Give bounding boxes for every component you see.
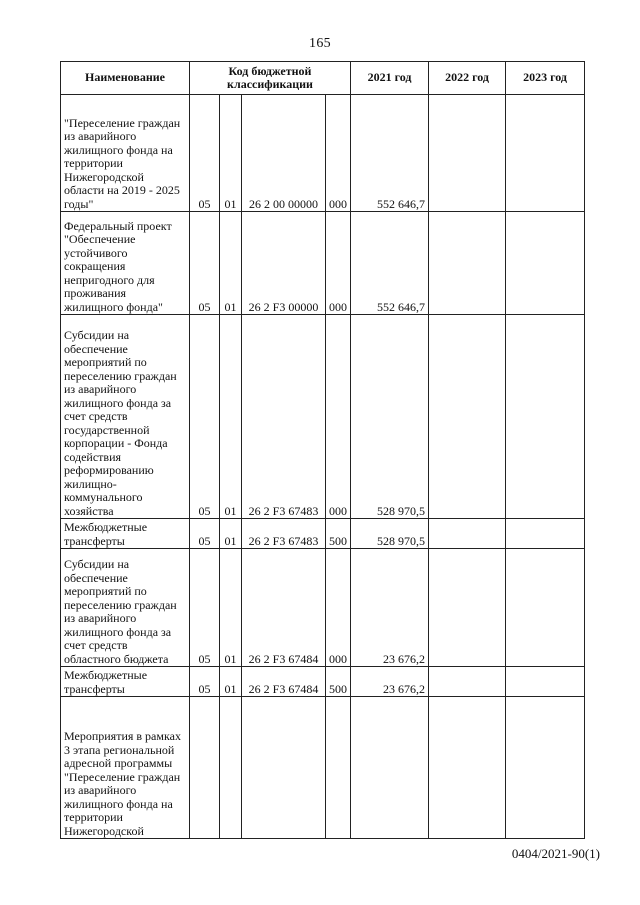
- row-section: 05: [190, 667, 220, 697]
- row-expense-type: 500: [326, 667, 351, 697]
- header-2022: 2022 год: [429, 62, 506, 95]
- row-amount-2021: 552 646,7: [351, 95, 429, 212]
- header-code: Код бюджетной классификации: [190, 62, 351, 95]
- document-code: 0404/2021-90(1): [511, 846, 600, 861]
- row-amount-2022: [429, 549, 506, 667]
- row-subsection: 01: [220, 667, 242, 697]
- header-2021: 2021 год: [351, 62, 429, 95]
- row-subsection: 01: [220, 212, 242, 315]
- row-target-article: 26 2 F3 67483: [242, 519, 326, 549]
- row-amount-2022: [429, 697, 506, 839]
- row-name: Межбюджетные трансферты: [61, 519, 190, 549]
- row-amount-2022: [429, 519, 506, 549]
- row-amount-2023: [506, 697, 585, 839]
- row-amount-2023: [506, 549, 585, 667]
- row-section: 05: [190, 212, 220, 315]
- row-amount-2021: 528 970,5: [351, 519, 429, 549]
- row-name: Мероприятия в рамках 3 этапа региональной адресной программы "Переселение граждан из аварийного жилищного фонда на территории Нижегородской: [61, 697, 190, 839]
- row-amount-2023: [506, 95, 585, 212]
- row-amount-2023: [506, 212, 585, 315]
- row-name: Субсидии на обеспечение мероприятий по переселению граждан из аварийного жилищного фонда за счет средств областного бюджета: [61, 549, 190, 667]
- row-section: 05: [190, 95, 220, 212]
- row-name: Федеральный проект "Обеспечение устойчивого сокращения непригодного для проживания жилищного фонда": [61, 212, 190, 315]
- row-name: "Переселение граждан из аварийного жилищного фонда на территории Нижегородской области на 2019 - 2025 годы": [61, 95, 190, 212]
- row-expense-type: 000: [326, 95, 351, 212]
- row-target-article: 26 2 F3 00000: [242, 212, 326, 315]
- table-row: [61, 315, 585, 519]
- table-row: [61, 519, 585, 549]
- row-subsection: 01: [220, 549, 242, 667]
- row-amount-2022: [429, 667, 506, 697]
- row-target-article: [242, 697, 326, 839]
- row-amount-2022: [429, 95, 506, 212]
- row-target-article: 26 2 F3 67483: [242, 315, 326, 519]
- budget-table: [60, 61, 585, 839]
- row-expense-type: [326, 697, 351, 839]
- row-name: Межбюджетные трансферты: [61, 667, 190, 697]
- row-amount-2023: [506, 519, 585, 549]
- row-amount-2022: [429, 212, 506, 315]
- row-amount-2021: 23 676,2: [351, 667, 429, 697]
- table-row: [61, 667, 585, 697]
- row-expense-type: 500: [326, 519, 351, 549]
- row-target-article: 26 2 00 00000: [242, 95, 326, 212]
- row-section: 05: [190, 315, 220, 519]
- header-row: [61, 62, 585, 95]
- row-amount-2021: 552 646,7: [351, 212, 429, 315]
- row-expense-type: 000: [326, 549, 351, 667]
- row-name: Субсидии на обеспечение мероприятий по переселению граждан из аварийного жилищного фонда за счет средств государственной корпорации - Фонда содействия реформированию жилищно-коммунального хозяйства: [61, 315, 190, 519]
- row-amount-2021: 23 676,2: [351, 549, 429, 667]
- row-expense-type: 000: [326, 212, 351, 315]
- row-amount-2022: [429, 315, 506, 519]
- table-row: [61, 95, 585, 212]
- header-2023: 2023 год: [506, 62, 585, 95]
- row-subsection: [220, 697, 242, 839]
- table-row: [61, 549, 585, 667]
- row-subsection: 01: [220, 315, 242, 519]
- row-amount-2023: [506, 667, 585, 697]
- row-target-article: 26 2 F3 67484: [242, 667, 326, 697]
- row-target-article: 26 2 F3 67484: [242, 549, 326, 667]
- row-section: 05: [190, 519, 220, 549]
- row-subsection: 01: [220, 519, 242, 549]
- row-expense-type: 000: [326, 315, 351, 519]
- table-row: [61, 697, 585, 839]
- row-section: 05: [190, 549, 220, 667]
- row-section: [190, 697, 220, 839]
- row-subsection: 01: [220, 95, 242, 212]
- row-amount-2021: 528 970,5: [351, 315, 429, 519]
- row-amount-2023: [506, 315, 585, 519]
- header-name: Наименование: [61, 62, 190, 95]
- table-row: [61, 212, 585, 315]
- row-amount-2021: [351, 697, 429, 839]
- page-number: 165: [309, 36, 331, 51]
